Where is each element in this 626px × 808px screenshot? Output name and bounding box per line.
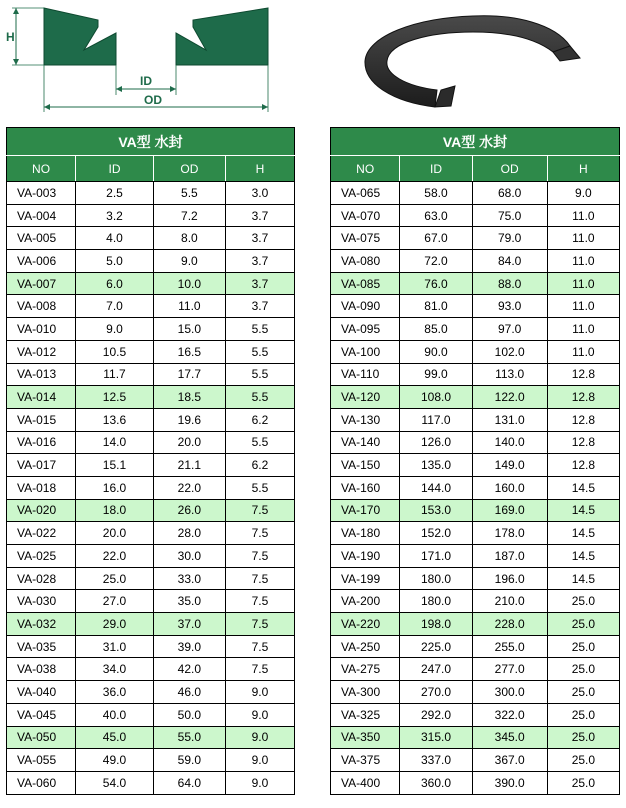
table-row [331,681,620,704]
cell-no: VA-095 [331,318,400,341]
cell-no: VA-010 [7,318,76,341]
cell-no: VA-140 [331,431,400,454]
cell-h: 12.8 [547,431,619,454]
cell-h: 25.0 [547,771,619,794]
cell-od: 21.1 [153,454,225,477]
table-row [331,726,620,749]
cell-no: VA-200 [331,590,400,613]
cell-id: 9.0 [76,318,154,341]
cell-id: 16.0 [76,476,154,499]
cell-h: 3.7 [225,204,294,227]
cell-id: 81.0 [400,295,472,318]
cell-od: 79.0 [472,227,547,250]
cell-h: 7.5 [225,522,294,545]
table-row [331,703,620,726]
cell-od: 64.0 [153,771,225,794]
cell-id: 198.0 [400,613,472,636]
table-row [7,658,295,681]
cell-no: VA-013 [7,363,76,386]
column-header-h: H [225,156,294,182]
table-row [7,182,295,205]
table-row [7,454,295,477]
cell-id: 31.0 [76,635,154,658]
cell-id: 225.0 [400,635,472,658]
cell-od: 93.0 [472,295,547,318]
cell-od: 28.0 [153,522,225,545]
cell-no: VA-028 [7,567,76,590]
cell-h: 6.2 [225,454,294,477]
cell-h: 14.5 [547,567,619,590]
cell-id: 49.0 [76,749,154,772]
cell-id: 3.2 [76,204,154,227]
cell-id: 10.5 [76,340,154,363]
cell-no: VA-004 [7,204,76,227]
cell-od: 149.0 [472,454,547,477]
cell-od: 7.2 [153,204,225,227]
cell-id: 292.0 [400,703,472,726]
table-title: VA型 水封 [7,128,295,156]
cell-h: 12.8 [547,408,619,431]
cell-no: VA-300 [331,681,400,704]
cell-id: 6.0 [76,272,154,295]
cell-no: VA-250 [331,635,400,658]
table-row [7,771,295,794]
cell-no: VA-014 [7,386,76,409]
table-row [331,340,620,363]
cell-od: 113.0 [472,363,547,386]
cell-no: VA-045 [7,703,76,726]
column-header-no: NO [7,156,76,182]
cell-no: VA-038 [7,658,76,681]
cell-no: VA-050 [7,726,76,749]
table-row [331,613,620,636]
table-row [7,431,295,454]
table-row [7,295,295,318]
cell-h: 6.2 [225,408,294,431]
cell-h: 5.5 [225,318,294,341]
table-row [7,545,295,568]
cell-od: 160.0 [472,476,547,499]
cell-id: 18.0 [76,499,154,522]
cell-h: 9.0 [225,749,294,772]
column-header-no: NO [331,156,400,182]
cell-h: 9.0 [225,771,294,794]
cell-id: 7.0 [76,295,154,318]
cell-h: 11.0 [547,318,619,341]
cell-od: 68.0 [472,182,547,205]
cell-id: 315.0 [400,726,472,749]
cell-no: VA-030 [7,590,76,613]
cell-h: 5.5 [225,386,294,409]
cell-id: 171.0 [400,545,472,568]
cell-no: VA-170 [331,499,400,522]
cell-od: 390.0 [472,771,547,794]
cell-no: VA-085 [331,272,400,295]
cell-od: 322.0 [472,703,547,726]
cell-od: 196.0 [472,567,547,590]
cell-no: VA-160 [331,476,400,499]
cell-id: 34.0 [76,658,154,681]
cell-id: 12.5 [76,386,154,409]
cell-id: 15.1 [76,454,154,477]
cell-od: 88.0 [472,272,547,295]
cell-no: VA-120 [331,386,400,409]
va-seal-spec-table-left [6,127,295,795]
cell-h: 25.0 [547,726,619,749]
od-dimension-label: OD [144,93,162,107]
cell-no: VA-018 [7,476,76,499]
cell-no: VA-130 [331,408,400,431]
cell-no: VA-003 [7,182,76,205]
seal-ring-photo [355,6,585,114]
cell-id: 360.0 [400,771,472,794]
seal-profile-right [176,8,268,65]
cell-no: VA-199 [331,567,400,590]
cell-id: 13.6 [76,408,154,431]
cell-od: 178.0 [472,522,547,545]
cell-id: 85.0 [400,318,472,341]
cell-id: 76.0 [400,272,472,295]
h-dimension-label: H [6,30,15,44]
table-row [7,386,295,409]
table-header-row [331,156,620,182]
cell-od: 345.0 [472,726,547,749]
cell-h: 11.0 [547,340,619,363]
cell-od: 367.0 [472,749,547,772]
cell-id: 5.0 [76,250,154,273]
cell-id: 247.0 [400,658,472,681]
column-header-od: OD [153,156,225,182]
cell-od: 187.0 [472,545,547,568]
column-header-id: ID [76,156,154,182]
cell-h: 25.0 [547,658,619,681]
cell-od: 55.0 [153,726,225,749]
table-row [331,363,620,386]
cell-od: 210.0 [472,590,547,613]
cell-h: 3.7 [225,250,294,273]
cell-id: 14.0 [76,431,154,454]
cell-id: 72.0 [400,250,472,273]
cell-h: 3.7 [225,295,294,318]
cell-h: 5.5 [225,476,294,499]
cell-h: 12.8 [547,386,619,409]
cell-od: 19.6 [153,408,225,431]
table-row [7,681,295,704]
table-row [331,749,620,772]
table-row [331,386,620,409]
table-row [331,318,620,341]
cell-no: VA-016 [7,431,76,454]
table-row [7,204,295,227]
cell-h: 14.5 [547,499,619,522]
cell-id: 29.0 [76,613,154,636]
table-row [7,726,295,749]
cell-no: VA-110 [331,363,400,386]
cell-od: 75.0 [472,204,547,227]
cell-id: 90.0 [400,340,472,363]
cell-id: 25.0 [76,567,154,590]
table-row [7,250,295,273]
cell-h: 14.5 [547,545,619,568]
cell-id: 45.0 [76,726,154,749]
cell-h: 25.0 [547,749,619,772]
table-row [331,658,620,681]
cell-od: 5.5 [153,182,225,205]
cell-od: 97.0 [472,318,547,341]
table-row [331,499,620,522]
cell-od: 8.0 [153,227,225,250]
cell-no: VA-035 [7,635,76,658]
table-row [331,272,620,295]
cell-id: 144.0 [400,476,472,499]
table-row [7,340,295,363]
cell-od: 30.0 [153,545,225,568]
cell-no: VA-040 [7,681,76,704]
cell-h: 9.0 [225,726,294,749]
cell-no: VA-350 [331,726,400,749]
cell-no: VA-025 [7,545,76,568]
cell-id: 27.0 [76,590,154,613]
cell-id: 270.0 [400,681,472,704]
cell-id: 99.0 [400,363,472,386]
table-row [331,635,620,658]
cell-id: 20.0 [76,522,154,545]
cell-id: 108.0 [400,386,472,409]
table-row [7,613,295,636]
cell-h: 25.0 [547,635,619,658]
cell-h: 11.0 [547,250,619,273]
cell-h: 11.0 [547,227,619,250]
cell-od: 228.0 [472,613,547,636]
cell-od: 18.5 [153,386,225,409]
table-row [331,522,620,545]
table-row [7,749,295,772]
cell-od: 59.0 [153,749,225,772]
cell-no: VA-100 [331,340,400,363]
cell-h: 9.0 [225,703,294,726]
cell-no: VA-190 [331,545,400,568]
cell-od: 131.0 [472,408,547,431]
cell-od: 102.0 [472,340,547,363]
cell-h: 7.5 [225,545,294,568]
cell-no: VA-075 [331,227,400,250]
cell-h: 7.5 [225,613,294,636]
seal-cross-section-diagram [0,0,290,118]
cell-h: 25.0 [547,613,619,636]
seal-ring-cut-end [435,86,455,107]
cell-id: 152.0 [400,522,472,545]
table-row [7,703,295,726]
cell-od: 122.0 [472,386,547,409]
cell-h: 7.5 [225,635,294,658]
table-row [331,295,620,318]
table-row [331,408,620,431]
cell-id: 22.0 [76,545,154,568]
cell-h: 11.0 [547,272,619,295]
cell-od: 169.0 [472,499,547,522]
cell-no: VA-065 [331,182,400,205]
cell-od: 255.0 [472,635,547,658]
cell-h: 3.7 [225,272,294,295]
va-seal-spec-table-right [330,127,620,795]
cell-od: 39.0 [153,635,225,658]
cell-id: 337.0 [400,749,472,772]
cell-h: 7.5 [225,567,294,590]
cell-no: VA-220 [331,613,400,636]
cell-h: 11.0 [547,204,619,227]
cell-od: 42.0 [153,658,225,681]
cell-od: 33.0 [153,567,225,590]
cell-h: 25.0 [547,590,619,613]
cell-no: VA-275 [331,658,400,681]
table-row [331,227,620,250]
cell-od: 11.0 [153,295,225,318]
cell-h: 25.0 [547,681,619,704]
table-row [7,408,295,431]
table-title-row [7,128,295,156]
table-row [331,567,620,590]
table-row [331,250,620,273]
cell-id: 40.0 [76,703,154,726]
cell-no: VA-022 [7,522,76,545]
cell-no: VA-150 [331,454,400,477]
table-row [7,227,295,250]
cell-h: 14.5 [547,522,619,545]
cell-id: 63.0 [400,204,472,227]
table-row [7,272,295,295]
cell-no: VA-325 [331,703,400,726]
cell-no: VA-180 [331,522,400,545]
cell-h: 25.0 [547,703,619,726]
cell-id: 153.0 [400,499,472,522]
cell-od: 35.0 [153,590,225,613]
column-header-h: H [547,156,619,182]
cell-od: 9.0 [153,250,225,273]
table-row [7,318,295,341]
table-row [7,522,295,545]
table-row [331,545,620,568]
cell-od: 300.0 [472,681,547,704]
table-row [331,476,620,499]
cell-no: VA-017 [7,454,76,477]
cell-no: VA-007 [7,272,76,295]
cell-id: 180.0 [400,590,472,613]
table-row [331,454,620,477]
cell-od: 15.0 [153,318,225,341]
cell-no: VA-005 [7,227,76,250]
cell-od: 140.0 [472,431,547,454]
column-header-id: ID [400,156,472,182]
cell-h: 14.5 [547,476,619,499]
cell-od: 10.0 [153,272,225,295]
cell-no: VA-008 [7,295,76,318]
cell-id: 117.0 [400,408,472,431]
cell-h: 3.7 [225,227,294,250]
cell-h: 7.5 [225,590,294,613]
cell-h: 5.5 [225,431,294,454]
table-row [331,771,620,794]
table-title-row [331,128,620,156]
table-row [7,590,295,613]
cell-no: VA-020 [7,499,76,522]
cell-od: 37.0 [153,613,225,636]
table-row [7,567,295,590]
id-dimension-label: ID [140,74,152,88]
cell-id: 135.0 [400,454,472,477]
cell-id: 58.0 [400,182,472,205]
cell-id: 126.0 [400,431,472,454]
cell-no: VA-060 [7,771,76,794]
cell-h: 5.5 [225,340,294,363]
table-row [7,476,295,499]
cell-h: 12.8 [547,454,619,477]
table-row [331,204,620,227]
column-header-od: OD [472,156,547,182]
table-header-row [7,156,295,182]
cell-no: VA-375 [331,749,400,772]
cell-h: 7.5 [225,499,294,522]
cell-h: 5.5 [225,363,294,386]
cell-od: 277.0 [472,658,547,681]
cell-h: 9.0 [225,681,294,704]
cell-id: 4.0 [76,227,154,250]
cell-no: VA-070 [331,204,400,227]
cell-h: 7.5 [225,658,294,681]
cell-no: VA-055 [7,749,76,772]
cell-h: 9.0 [547,182,619,205]
table-row [7,635,295,658]
table-row [331,431,620,454]
cell-no: VA-012 [7,340,76,363]
cell-h: 12.8 [547,363,619,386]
cell-od: 22.0 [153,476,225,499]
cell-id: 11.7 [76,363,154,386]
seal-profile-left [44,8,116,65]
seal-ring-body [365,16,570,107]
cell-no: VA-006 [7,250,76,273]
cell-id: 67.0 [400,227,472,250]
table-row [331,182,620,205]
cell-h: 11.0 [547,295,619,318]
cell-od: 17.7 [153,363,225,386]
cell-no: VA-400 [331,771,400,794]
table-row [331,590,620,613]
cell-id: 54.0 [76,771,154,794]
cell-od: 50.0 [153,703,225,726]
cell-od: 16.5 [153,340,225,363]
cell-od: 20.0 [153,431,225,454]
cell-no: VA-080 [331,250,400,273]
cell-id: 36.0 [76,681,154,704]
cell-od: 26.0 [153,499,225,522]
cell-id: 2.5 [76,182,154,205]
cell-od: 46.0 [153,681,225,704]
cell-no: VA-032 [7,613,76,636]
table-row [7,363,295,386]
table-title: VA型 水封 [331,128,620,156]
cell-h: 3.0 [225,182,294,205]
table-row [7,499,295,522]
cell-id: 180.0 [400,567,472,590]
cell-no: VA-015 [7,408,76,431]
cell-no: VA-090 [331,295,400,318]
cell-od: 84.0 [472,250,547,273]
